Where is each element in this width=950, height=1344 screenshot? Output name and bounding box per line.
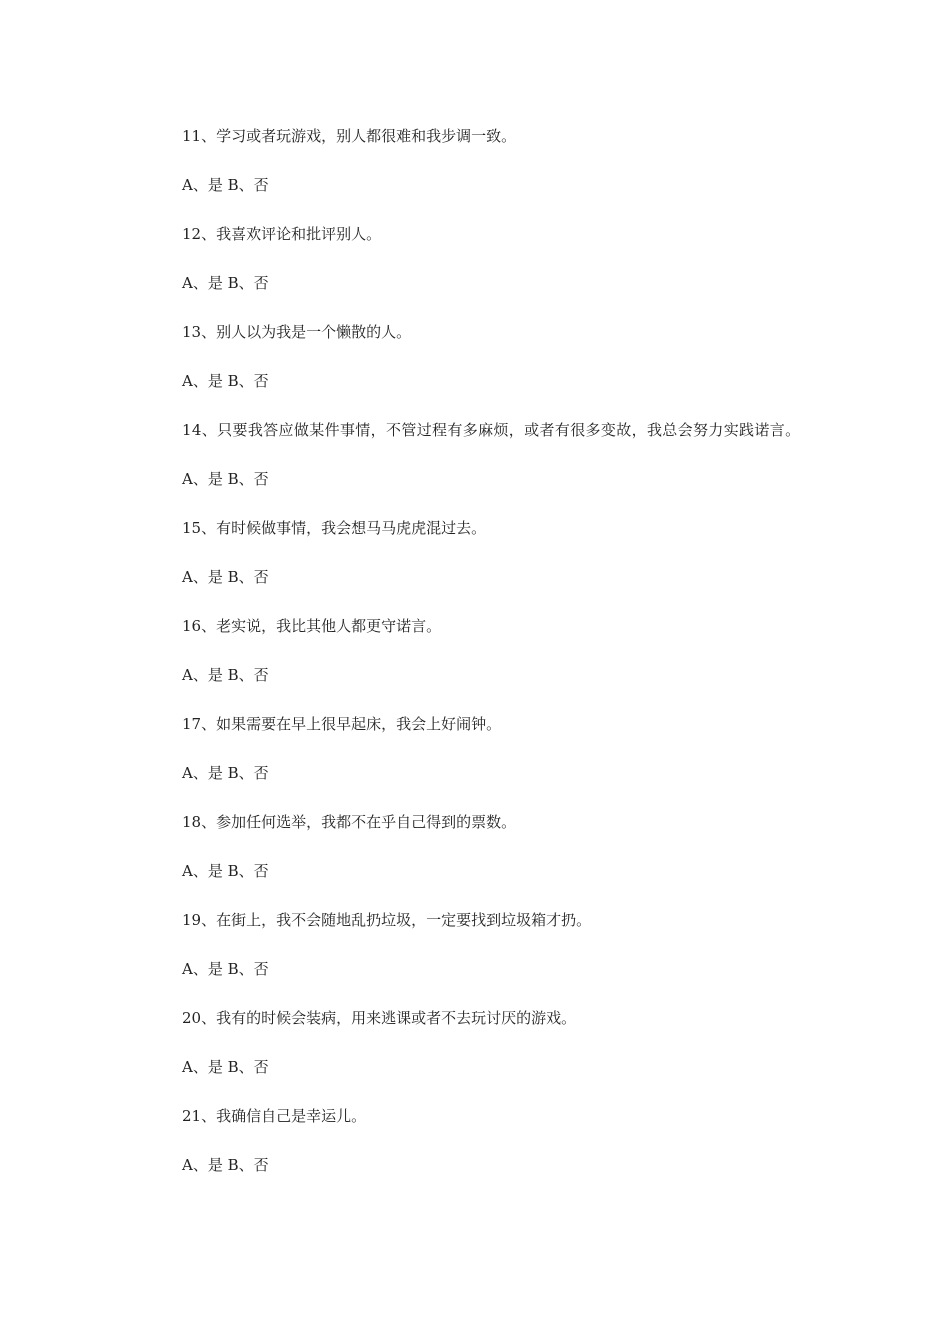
question-18: 18、参加任何选举，我都不在乎自己得到的票数。 (182, 813, 517, 831)
question-20-options: A、是 B、否 (182, 1058, 269, 1076)
question-18-options: A、是 B、否 (182, 862, 269, 880)
question-14-options: A、是 B、否 (182, 470, 269, 488)
question-15: 15、有时候做事情，我会想马马虎虎混过去。 (182, 519, 487, 537)
question-13: 13、别人以为我是一个懒散的人。 (182, 323, 412, 341)
question-11: 11、学习或者玩游戏，别人都很难和我步调一致。 (182, 127, 517, 145)
question-13-options: A、是 B、否 (182, 372, 269, 390)
question-19: 19、在街上，我不会随地乱扔垃圾，一定要找到垃圾箱才扔。 (182, 911, 592, 929)
question-11-options: A、是 B、否 (182, 176, 269, 194)
question-19-options: A、是 B、否 (182, 960, 269, 978)
questionnaire-body (145, 124, 815, 1202)
question-21: 21、我确信自己是幸运儿。 (182, 1107, 367, 1125)
question-17-options: A、是 B、否 (182, 764, 269, 782)
question-20: 20、我有的时候会装病，用来逃课或者不去玩讨厌的游戏。 (182, 1009, 577, 1027)
question-16: 16、老实说，我比其他人都更守诺言。 (182, 617, 442, 635)
question-14: 14、只要我答应做某件事情，不管过程有多麻烦，或者有很多变故，我总会努力实践诺言。 (182, 421, 801, 439)
question-16-options: A、是 B、否 (182, 666, 269, 684)
question-15-options: A、是 B、否 (182, 568, 269, 586)
question-12: 12、我喜欢评论和批评别人。 (182, 225, 382, 243)
question-17: 17、如果需要在早上很早起床，我会上好闹钟。 (182, 715, 502, 733)
question-12-options: A、是 B、否 (182, 274, 269, 292)
question-21-options: A、是 B、否 (182, 1156, 269, 1174)
